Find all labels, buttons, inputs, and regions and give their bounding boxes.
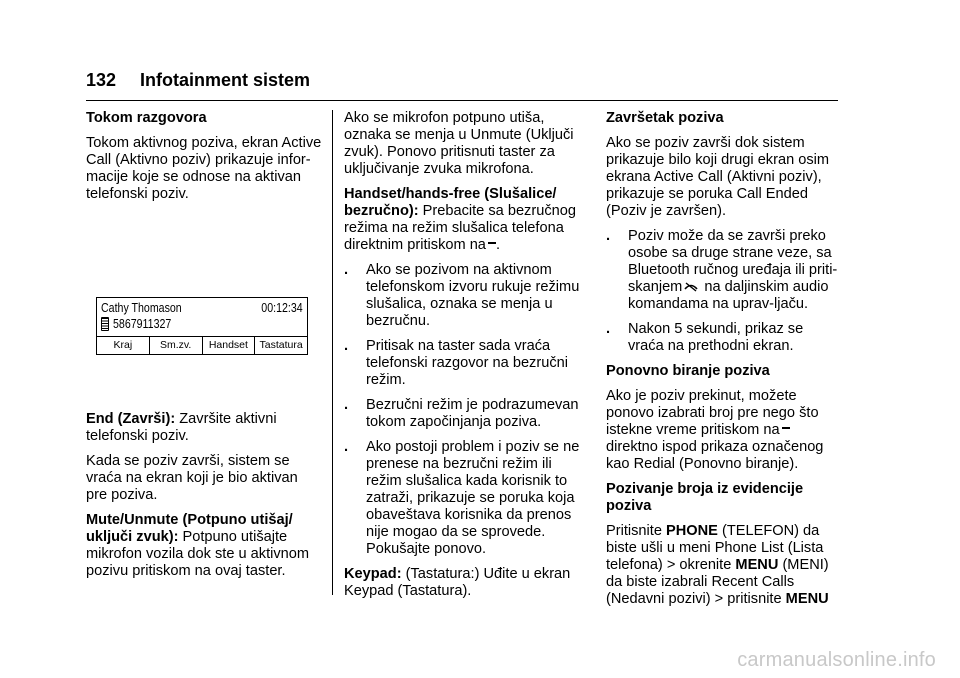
column-divider [332,110,333,595]
page-header [86,70,838,101]
softkey-keypad[interactable]: Tastatura [254,337,307,354]
softkey-end[interactable]: Kraj [113,339,133,351]
column-1 [86,110,322,588]
caller-number: 5867911327 [113,317,172,331]
softkey-mute[interactable]: Sm.zv. [149,337,202,354]
paragraph-mute [86,512,322,580]
term-keypad: Keypad: [344,566,402,582]
end-call-icon [684,282,698,292]
text-mute: Potpuno utišajte mikrofon vozila dok ste u aktivnom pozivu pritiskom na ovaj taster. [86,529,310,579]
page-number: 132 [86,70,117,90]
list-item: . Bezručni režim je podrazumevan tokom započinjanja poziva. [344,397,579,430]
paragraph-after-end: Kada se poziv završi, sistem se vraća na ekran koji je bio aktivan pre poziva. [86,453,298,503]
text-handset: Prebacite sa bezručnog režima na režim slušalica telefona direktnim pritiskom na [344,203,576,253]
section-title: Infotainment sistem [140,70,311,90]
paragraph-handset: Handset/hands-free (Slušalice/ bezručno): Prebacite sa bezručnog režima na režim slušalica telefona direktnim pritiskom na . [344,186,576,253]
cellphone-icon [101,317,109,331]
list-item: . Nakon 5 sekundi, prikaz se vraća na prethodni ekran. [606,321,804,354]
paragraph-call-ended: Ako se poziv završi dok sistem prikazuje bilo koji drugi ekran osim ekrana Active Call (Aktivni poziv), prikazuje se poruka Call Ended (Poziv je završen). [606,135,830,219]
paragraph-keypad [344,566,584,600]
paragraph-unmute: Ako se mikrofon potpuno utiša, oznaka se menja u Unmute (Uključi zvuk). Ponovo pritisnuti taster za uključivanje zvuka mikrofona. [344,110,574,177]
list-item: . Pritisak na taster sada vraća telefonski razgovor na bezručni režim. [344,338,568,388]
watermark: carmanualsonline.info [737,649,936,671]
phone-button-icon [782,427,790,429]
heading-call-log: Pozivanje broja iz evidencije poziva [606,481,804,514]
paragraph-active-call: Tokom aktivnog poziva, ekran Active Call (Aktivno poziv) prikazuje infor-macije koje se odnose na aktivan telefonski poziv. [86,135,322,202]
paragraph-call-log: Pritisnite PHONE (TELEFON) da biste ušli u meni Phone List (Lista telefona) > okrenite MENU (MENI) da biste izabrali Recent Calls (Nedavni pozivi) > pritisnite MENU [606,523,829,607]
call-timer: 00:12:34 [261,301,303,315]
term-handset: Handset/hands-free (Slušalice/ bezručno): [344,186,557,219]
paragraph-redial: Ako je poziv prekinut, možete ponovo izabrati broj pre nego što istekne vreme pritiskom na direktno ispod prikaza označenog kao Redial (Ponovno biranje). [606,388,824,472]
list-item: . Poziv može da se završi preko osobe sa druge strane veze, sa Bluetooth ručnog uređaja ili priti-skanjem na daljinskim audio komandama na uprav-ljaču. [606,228,838,312]
text-keypad: (Tastatura:) Uđite u ekran Keypad (Tastatura). [344,566,571,599]
heading-end-call: Završetak poziva [606,110,724,126]
softkey-handset[interactable]: Handset [202,337,255,354]
paragraph-end [86,411,322,445]
list-item: . Ako postoji problem i poziv se ne prenese na bezručni režim ili režim slušalica kada korisnik to zatraži, prikazuje se poruka koja obaveštava korisnika da prenos nije mogao da se sprovede. Pokušajte ponovo. [344,439,580,557]
term-mute: Mute/Unmute (Potpuno utišaj/ uključi zvuk): [86,512,293,545]
phone-button-icon [488,242,496,244]
softkey-bar [97,336,307,354]
active-call-screen [96,297,308,355]
caller-name: Cathy Thomason [101,301,182,315]
column-3 [606,110,838,616]
heading-during-call: Tokom razgovora [86,110,207,126]
term-end: End (Završi): [86,411,176,427]
list-item: . Ako se pozivom na aktivnom telefonskom izvoru rukuje režimu slušalica, oznaka se menja u bezručnu. [344,262,580,329]
heading-redial: Ponovno biranje poziva [606,363,770,379]
column-2 [344,110,584,608]
text-end: Završite aktivni telefonski poziv. [86,411,277,444]
